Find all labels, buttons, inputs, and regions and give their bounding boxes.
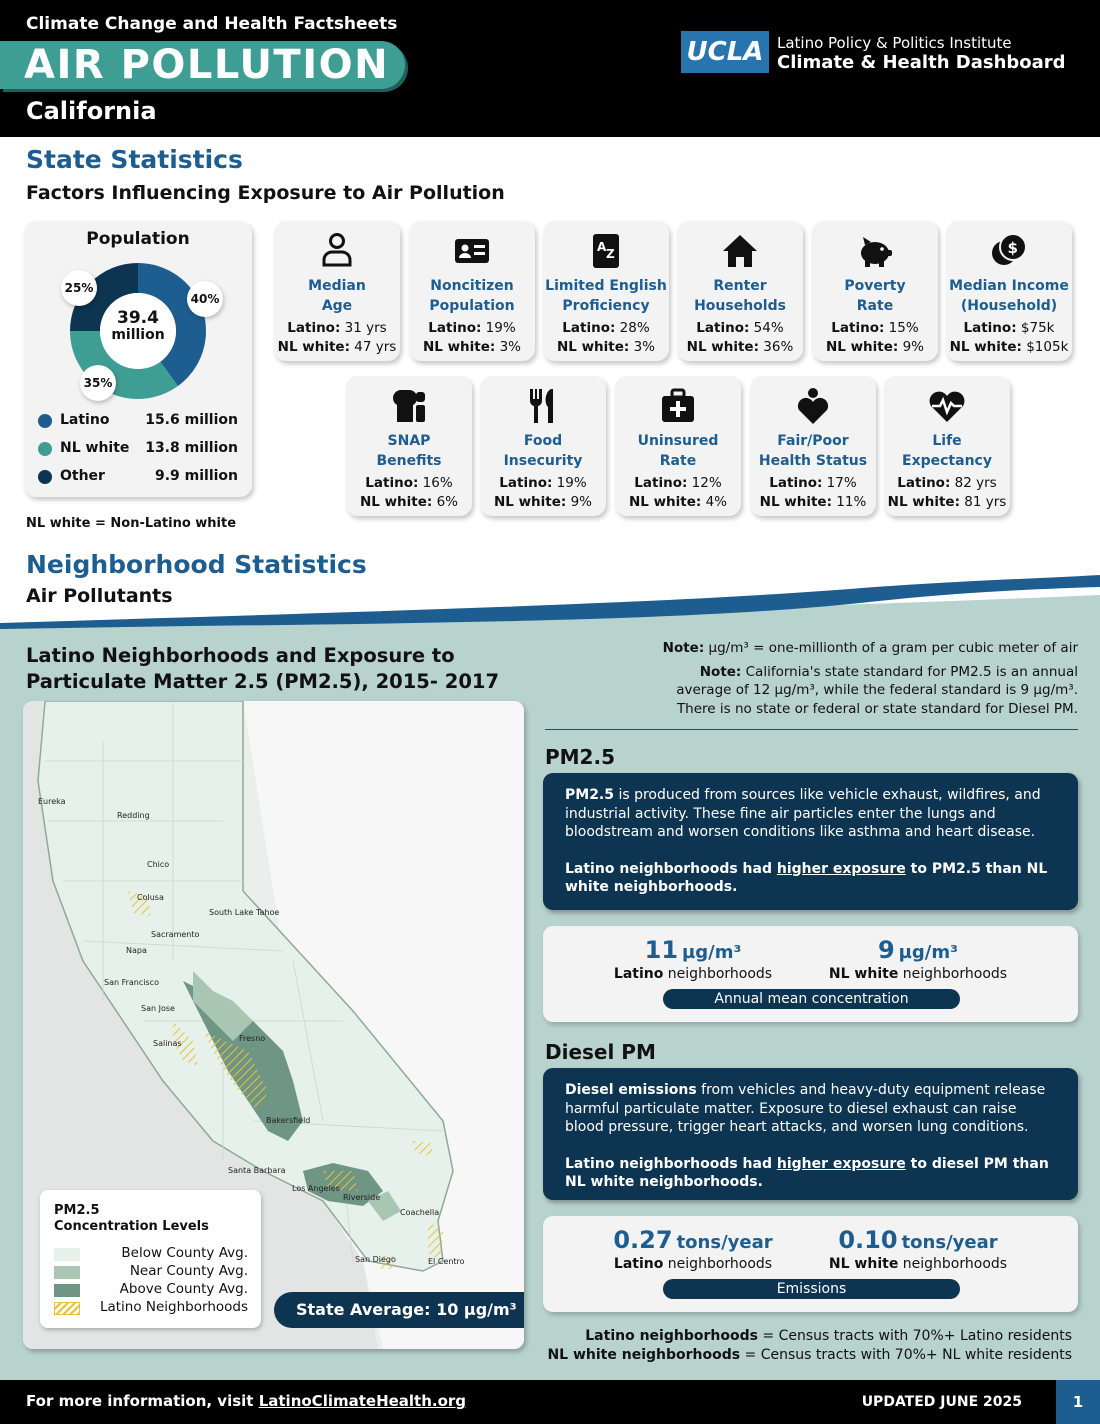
population-total-value: 39.4: [117, 308, 159, 328]
medical-kit-icon: [658, 386, 698, 426]
state-name: California: [26, 97, 157, 125]
map-legend: [40, 1190, 261, 1328]
nl-white-neighborhood-definition: NL white neighborhoods = Census tracts with 70%+ NL white residents: [547, 1347, 1072, 1363]
pm25-latino-label: Latino neighborhoods: [613, 966, 773, 982]
legend-other: [38, 467, 238, 487]
city-label: Santa Barbara: [228, 1166, 286, 1175]
stat-card-health-status: [750, 376, 876, 516]
pm25-nl-white-label: NL white neighborhoods: [828, 966, 1008, 982]
stat-card-median-age: [274, 221, 400, 361]
city-label: Redding: [117, 811, 150, 820]
city-label: El Centro: [428, 1257, 465, 1266]
legend-swatch: [54, 1284, 80, 1297]
stat-name: Uninsured Rate: [637, 433, 719, 469]
legend-below-county: Below County Avg.: [54, 1245, 254, 1263]
pm25-info-box: PM2.5 is produced from sources like vehicle exhaust, wildfires, and industrial activity. These fine air particles enter the lungs and bloodstream and worsen conditions like asthma and heart disease. Latino neighborhoods had higher exposure to PM2.5 than NL white neighborhoods.: [543, 773, 1078, 910]
divider: [545, 729, 1078, 730]
pm25-map: [23, 701, 524, 1349]
stat-name: Poverty Rate: [844, 278, 906, 314]
stat-values: Latino: 19% NL white: 3%: [422, 320, 522, 355]
bread-icon: [389, 386, 429, 426]
legend-other-label: Other: [60, 468, 105, 484]
heartbeat-icon: [927, 386, 967, 426]
city-label: Fresno: [239, 1034, 266, 1043]
stat-values: Latino: 54% NL white: 36%: [686, 320, 794, 355]
city-label: San Jose: [141, 1004, 175, 1013]
city-label: Riverside: [343, 1193, 381, 1202]
stat-values: Latino: 28% NL white: 3%: [556, 320, 656, 355]
pm25-values-box: [543, 926, 1078, 1022]
stat-values: Latino: 12% NL white: 4%: [628, 475, 728, 510]
city-label: South Lake Tahoe: [209, 908, 280, 917]
diesel-info-box: Diesel emissions from vehicles and heavy-duty equipment release harmful particulate matter. Exposure to diesel exhaust can raise blood pressure, trigger heart attacks, and worsen lung conditions. Latino neighborhoods had higher exposure to diesel PM than NL white neighborhoods.: [543, 1068, 1078, 1200]
legend-other-dot: [38, 470, 52, 484]
stat-values: Latino: 19% NL white: 9%: [493, 475, 593, 510]
series-title: Climate Change and Health Factsheets: [26, 14, 398, 34]
svg-text:Z: Z: [606, 247, 615, 261]
stat-card-snap: [346, 376, 472, 516]
city-label: Chico: [147, 860, 170, 869]
legend-above-county: Above County Avg.: [54, 1281, 254, 1299]
city-label: Coachella: [400, 1208, 440, 1217]
city-label: Sacramento: [151, 930, 200, 939]
stat-card-poverty: [812, 221, 938, 361]
footer-more-info: For more information, visit LatinoClimateHealth.org: [26, 1392, 467, 1410]
coins-icon: [989, 231, 1029, 271]
ucla-logo: UCLA: [681, 31, 769, 73]
title-banner: [0, 41, 405, 89]
legend-latino-dot: [38, 414, 52, 428]
population-total-unit: million: [111, 327, 165, 343]
stat-name: Food Insecurity: [503, 433, 583, 469]
diesel-nl-white-value: 0.10 tons/year: [838, 1226, 998, 1254]
map-legend-title: PM2.5 Concentration Levels: [54, 1203, 209, 1234]
updated-date: UPDATED JUNE 2025: [861, 1394, 1022, 1410]
map-title: Latino Neighborhoods and Exposure to Particulate Matter 2.5 (PM2.5), 2015- 2017: [26, 644, 500, 693]
diesel-latino-label: Latino neighborhoods: [613, 1256, 773, 1272]
diesel-heading: Diesel PM: [545, 1040, 656, 1064]
legend-swatch: [54, 1248, 80, 1261]
city-label: San Francisco: [104, 978, 159, 987]
state-statistics-heading: State Statistics: [26, 145, 243, 174]
state-statistics-subheading: Factors Influencing Exposure to Air Pollution: [26, 182, 505, 204]
stat-card-noncitizen: [409, 221, 535, 361]
id-card-icon: [452, 231, 492, 271]
page-title: AIR POLLUTION: [24, 42, 390, 88]
person-heart-icon: [793, 386, 833, 426]
city-label: Colusa: [137, 893, 164, 902]
stat-values: Latino: $75k NL white: $105k: [949, 320, 1069, 355]
legend-latino: [38, 411, 238, 431]
legend-latino-label: Latino: [60, 412, 110, 428]
legend-nl-white-value: 13.8 million: [145, 440, 238, 456]
stat-name: Median Age: [308, 278, 366, 314]
stat-card-life-expectancy: [884, 376, 1010, 516]
stat-card-limited-english: [543, 221, 669, 361]
page-number: 1: [1056, 1380, 1100, 1424]
legend-latino-neighborhoods: Latino Neighborhoods: [54, 1299, 254, 1317]
stat-card-median-income: [946, 221, 1072, 361]
pm25-metric-pill: Annual mean concentration: [663, 989, 960, 1009]
legend-other-value: 9.9 million: [154, 468, 238, 484]
stat-card-renter: [677, 221, 803, 361]
pm25-latino-value: 11 µg/m³: [644, 936, 742, 964]
city-label: Los Angeles: [292, 1184, 340, 1193]
legend-near-county: Near County Avg.: [54, 1263, 254, 1281]
state-average-badge: State Average: 10 µg/m³: [274, 1292, 524, 1328]
pct-other-bubble: 25%: [61, 270, 97, 306]
institute-name: Latino Policy & Politics Institute: [777, 34, 1012, 52]
legend-nl-white: [38, 439, 238, 459]
stat-name: Median Income (Household): [949, 278, 1069, 314]
city-label: Bakersfield: [266, 1116, 311, 1125]
stat-name: Noncitizen Population: [429, 278, 515, 314]
pct-latino-bubble: 40%: [187, 281, 223, 317]
website-link[interactable]: LatinoClimateHealth.org: [258, 1392, 467, 1410]
city-label: Napa: [126, 946, 147, 955]
diesel-nl-white-label: NL white neighborhoods: [828, 1256, 1008, 1272]
dashboard-name: Climate & Health Dashboard: [777, 52, 1066, 73]
note-unit: Note: µg/m³ = one-millionth of a gram per cubic meter of air: [662, 640, 1078, 656]
language-book-icon: [586, 231, 626, 271]
stat-name: Limited English Proficiency: [545, 278, 667, 314]
legend-hatch-swatch: [54, 1302, 80, 1315]
stat-card-uninsured: [615, 376, 741, 516]
stat-values: Latino: 15% NL white: 9%: [825, 320, 925, 355]
notes: [663, 639, 1078, 718]
house-icon: [720, 231, 760, 271]
stat-values: Latino: 82 yrs NL white: 81 yrs: [887, 475, 1007, 510]
legend-swatch: [54, 1266, 80, 1279]
neighborhood-definitions: [547, 1327, 1072, 1365]
person-icon: [317, 231, 357, 271]
city-label: Salinas: [153, 1039, 182, 1048]
note-standard: Note: California's state standard for PM2.5 is an annual average of 12 µg/m³, while the federal standard is 9 µg/m³. There is no state or federal or state standard for Diesel PM.: [676, 663, 1078, 717]
pm25-nl-white-value: 9 µg/m³: [877, 936, 959, 964]
stat-card-food-insecurity: [480, 376, 606, 516]
pct-nl-white-bubble: 35%: [80, 365, 116, 401]
legend-nl-white-label: NL white: [60, 440, 130, 456]
piggy-bank-icon: [855, 231, 895, 271]
diesel-metric-pill: Emissions: [663, 1279, 960, 1299]
svg-text:A: A: [597, 240, 607, 254]
city-label: Eureka: [38, 797, 66, 806]
utensils-icon: [523, 386, 563, 426]
stat-values: Latino: 16% NL white: 6%: [359, 475, 459, 510]
stat-values: Latino: 17% NL white: 11%: [759, 475, 867, 510]
header-band: [0, 0, 1100, 137]
legend-nl-white-dot: [38, 442, 52, 456]
legend-latino-value: 15.6 million: [145, 412, 238, 428]
stat-name: Fair/Poor Health Status: [758, 433, 868, 469]
population-card: [24, 221, 252, 497]
stat-name: SNAP Benefits: [376, 433, 442, 469]
diesel-latino-value: 0.27 tons/year: [613, 1226, 773, 1254]
nl-white-definition: NL white = Non-Latino white: [26, 516, 237, 531]
stat-name: Renter Households: [694, 278, 786, 314]
city-label: San Diego: [355, 1255, 396, 1264]
latino-neighborhood-definition: Latino neighborhoods = Census tracts with 70%+ Latino residents: [585, 1328, 1072, 1344]
svg-text:$: $: [1007, 239, 1018, 257]
population-title: Population: [86, 229, 190, 249]
air-pollutants-subheading: Air Pollutants: [26, 585, 173, 607]
stat-name: Life Expectancy: [902, 433, 992, 469]
footer: [0, 1380, 1100, 1424]
neighborhood-statistics-heading: Neighborhood Statistics: [26, 550, 367, 579]
diesel-values-box: [543, 1216, 1078, 1312]
pm25-heading: PM2.5: [545, 745, 615, 769]
stat-values: Latino: 31 yrs NL white: 47 yrs: [277, 320, 397, 355]
